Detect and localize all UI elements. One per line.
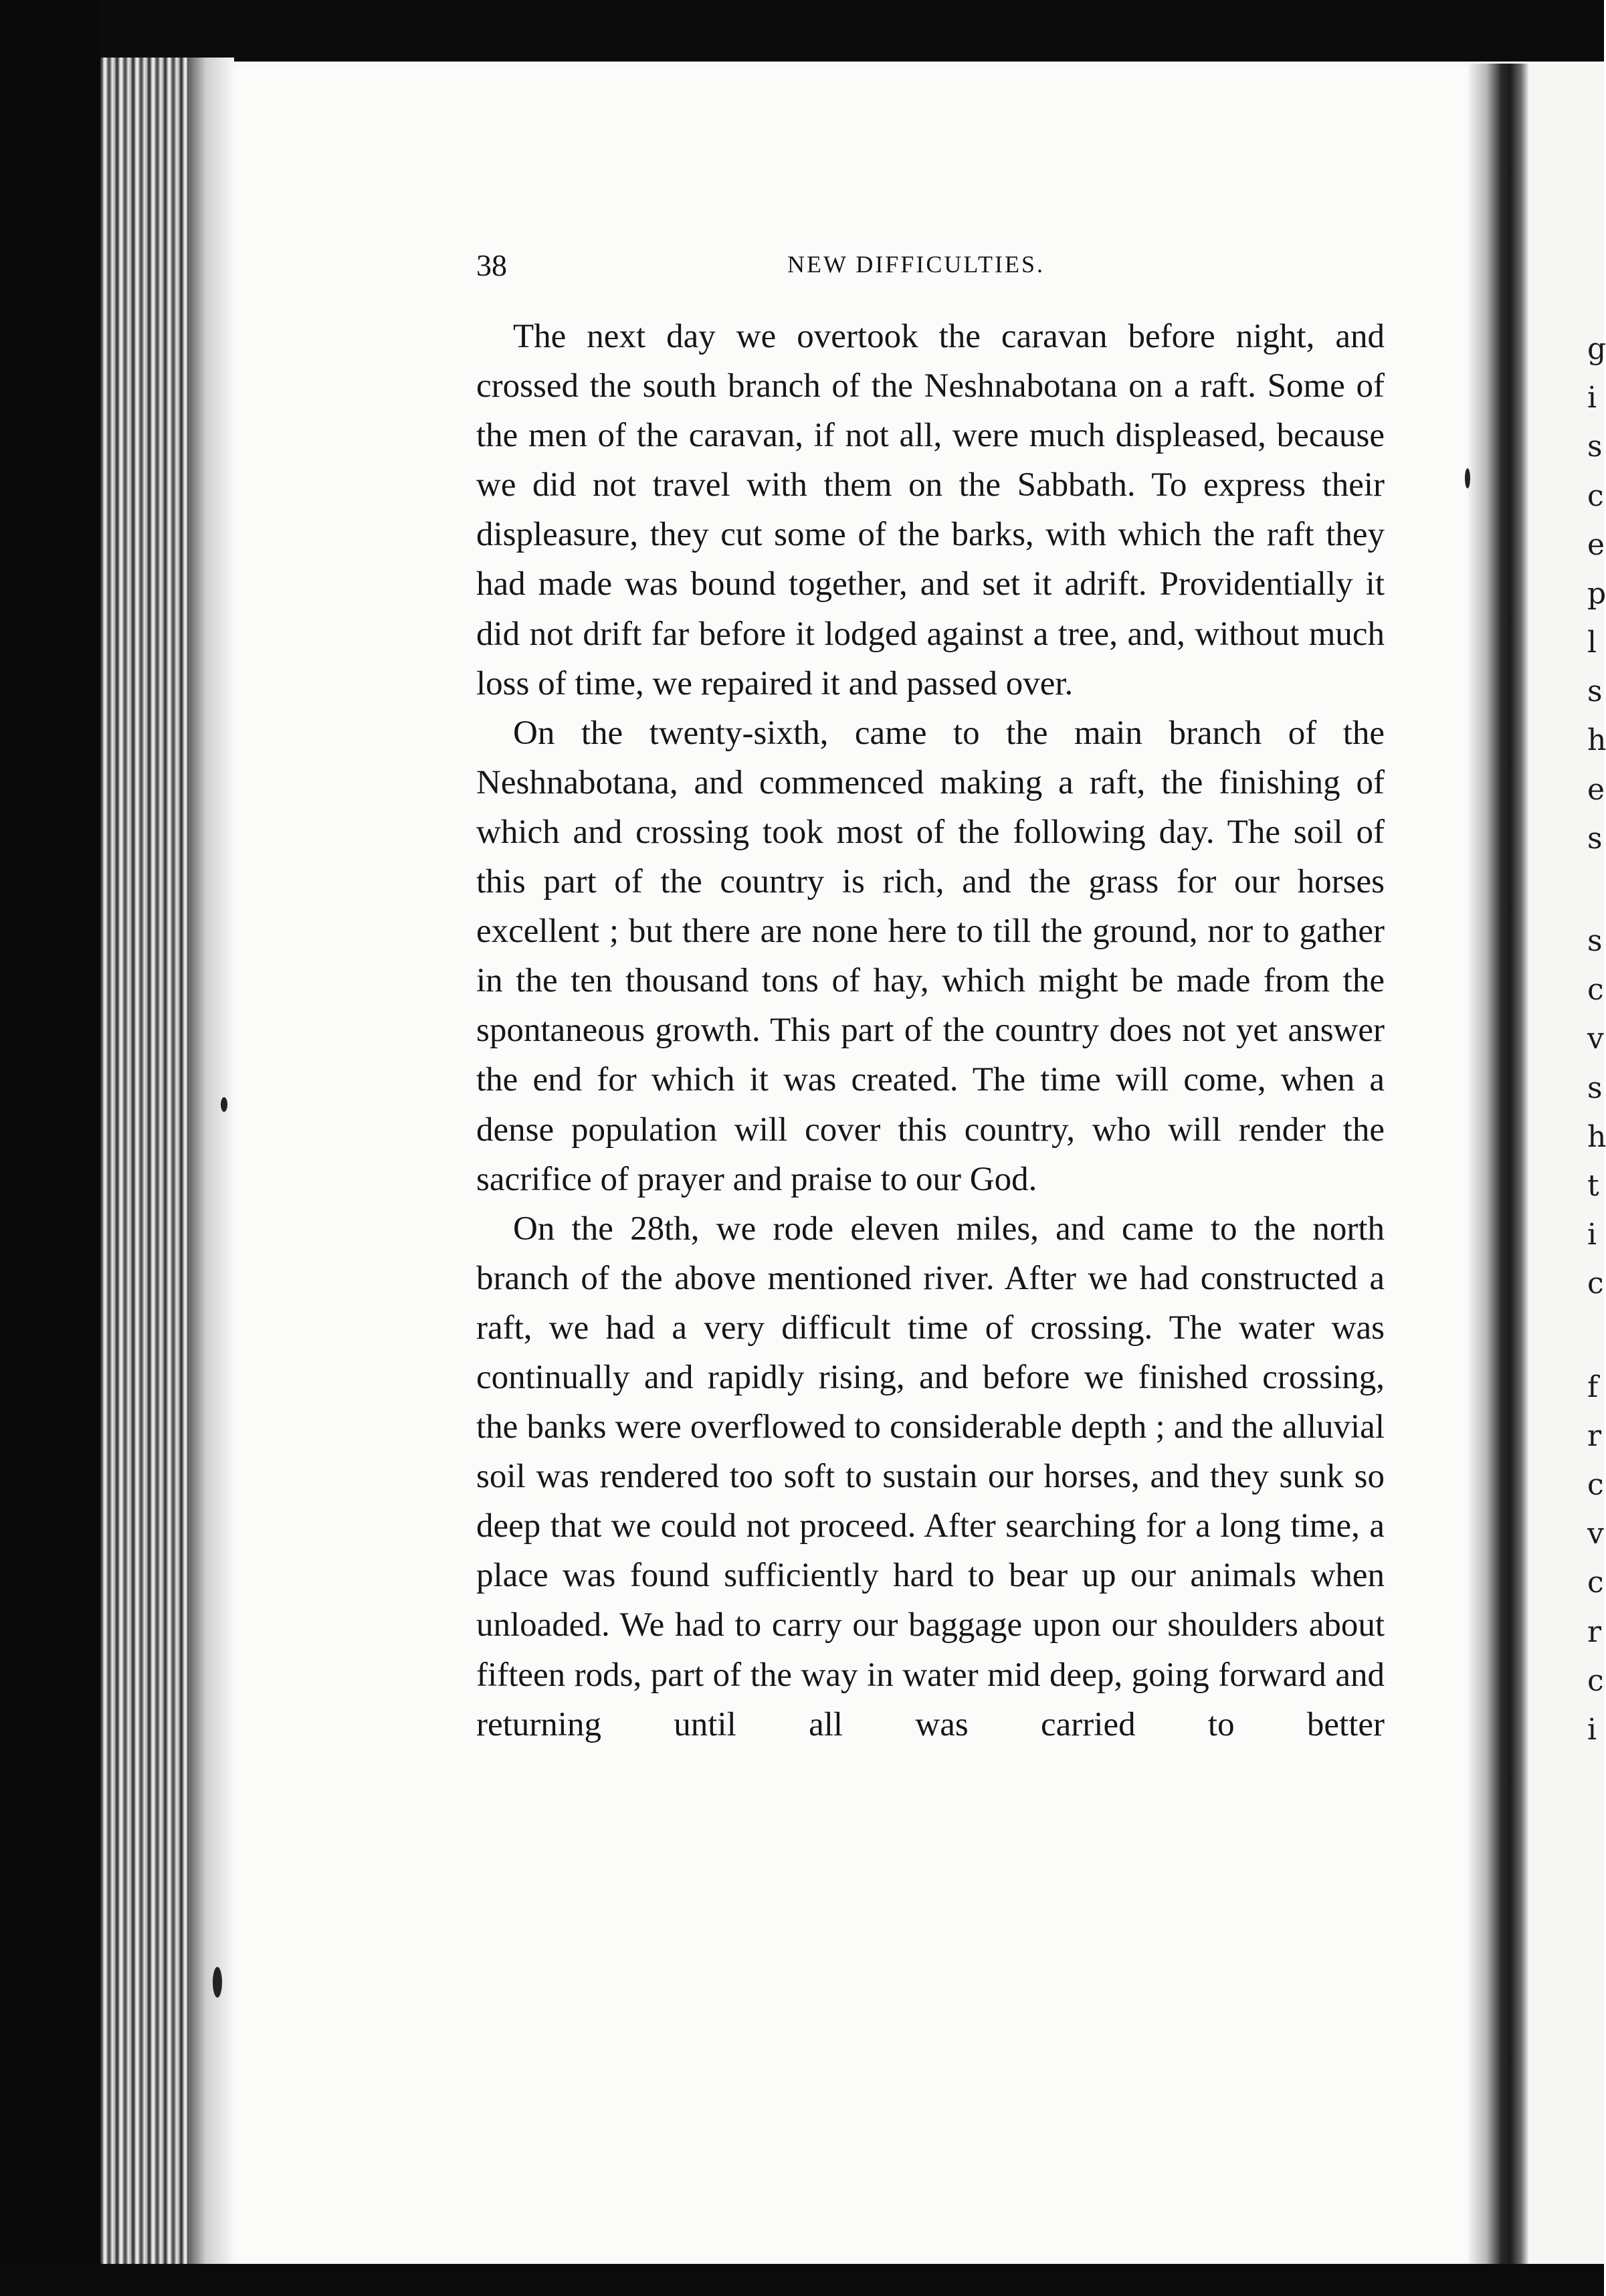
scan-blemish <box>1465 468 1470 488</box>
facing-letter: i <box>1587 1218 1597 1252</box>
paragraph: The next day we overtook the caravan before night, and crossed the south branch of the Neshnabotana on a raft. Some of the men of the caravan, if not all, were much displeased, because we did not travel with them on the Sabbath. To express their displeasure, they cut some of the barks, with which the raft they had made was bound together, and set it adrift. Providentially it did not drift far before it lodged against a tree, and, without much loss of time, we repaired it and passed over. <box>476 318 1385 702</box>
facing-letter: v <box>1587 1022 1604 1056</box>
facing-letter: c <box>1587 1565 1604 1600</box>
facing-letter: h <box>1587 1120 1606 1154</box>
facing-letter: c <box>1587 973 1604 1007</box>
scan-bottom-border <box>0 2264 1604 2296</box>
facing-letter: s <box>1587 924 1603 958</box>
scan-blemish <box>221 1097 227 1112</box>
facing-letter: l <box>1587 626 1597 660</box>
facing-letter: c <box>1587 1266 1604 1301</box>
facing-letter: f <box>1587 1370 1599 1404</box>
running-title: NEW DIFFICULTIES. <box>787 251 1045 278</box>
facing-letter: s <box>1587 1071 1603 1105</box>
facing-letter: i <box>1587 1713 1597 1747</box>
paragraph: On the 28th, we rode eleven miles, and came to the north branch of the above mentioned river. After we had constructed a raft, we had a very difficult time of crossing. The water was continually and rapidly rising, and before we finished crossing, the banks were overflowed to considerable depth ; and the alluvial soil was rendered too soft to sustain our horses, and they sunk so deep that we could not proceed. After searching for a long time, a place was found sufficiently hard to bear up our animals when unloaded. We had to carry our baggage upon our shoulders about fifteen rods, part of the way in water mid deep, going forward and returning until all was carried to better <box>476 1210 1385 1743</box>
facing-page-fragment <box>1528 64 1604 2265</box>
running-head <box>476 248 1385 288</box>
facing-letter: c <box>1587 1664 1604 1698</box>
scan-left-border <box>0 0 100 2296</box>
facing-letter: s <box>1587 429 1603 464</box>
paragraph: On the twenty-sixth, came to the main branch of the Neshnabotana, and commenced making a raft, the finishing of which and crossing took most of the following day. The soil of this part of the country is rich, and the grass for our horses excellent ; but there are none here to till the ground, nor to gather in the ten thousand tons of hay, which might be made from the spontaneous growth. This part of the country does not yet answer the end for which it was created. The time will come, when a dense population will cover this country, who will render the sacrifice of prayer and praise to our God. <box>476 714 1385 1198</box>
book-gutter <box>1468 64 1528 2265</box>
facing-letter: e <box>1587 773 1605 807</box>
page-edges-stack <box>100 58 234 2267</box>
page-number: 38 <box>476 248 507 282</box>
facing-letter: t <box>1587 1169 1599 1203</box>
facing-letter: c <box>1587 1468 1604 1502</box>
facing-letter: h <box>1587 723 1606 757</box>
facing-letter: e <box>1587 528 1605 562</box>
facing-letter: r <box>1587 1419 1602 1453</box>
facing-letter: p <box>1587 577 1606 611</box>
scan-blemish <box>213 1967 222 1998</box>
facing-letter: g <box>1587 332 1606 366</box>
facing-letter: i <box>1587 381 1597 415</box>
facing-letter: s <box>1587 674 1603 708</box>
facing-letter: s <box>1587 822 1603 856</box>
scan-top-border <box>0 0 1604 62</box>
facing-letter: r <box>1587 1615 1602 1649</box>
facing-letter: v <box>1587 1517 1604 1551</box>
facing-letter: c <box>1587 479 1604 513</box>
body-text <box>476 312 1385 1749</box>
